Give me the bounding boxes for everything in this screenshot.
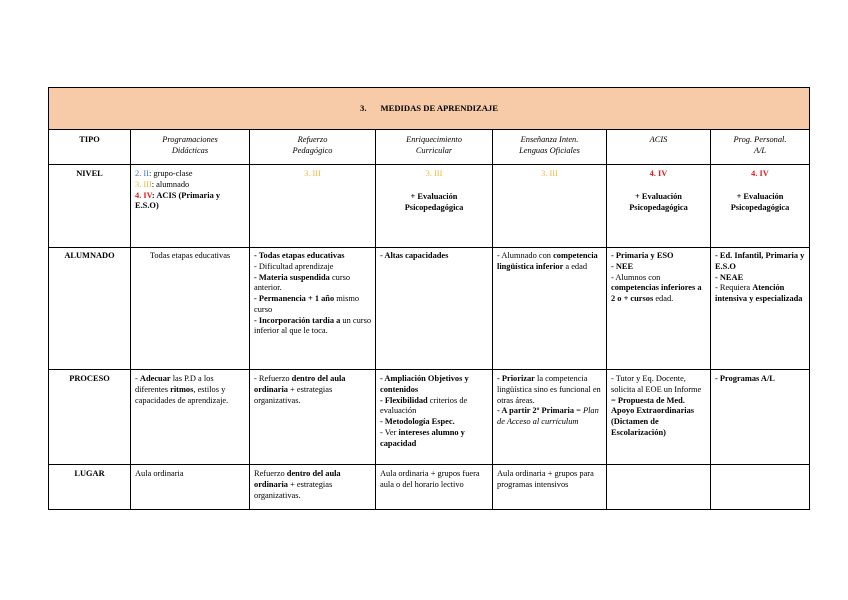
lugar-ensenanza: Aula ordinaria + grupos para programas intensivos [493,465,607,510]
alumnado-refuerzo: - Todas etapas educativas - Dificultad aprendizaje - Materia suspendida curso anterior. - Permanencia + 1 año mismo curso - Incorporación tardía a un curso inferior al que le toca. [250,248,376,370]
table-title [49,88,810,130]
proceso-row [49,370,810,465]
proceso-refuerzo: - Refuerzo dentro del aula ordinaria + estrategias organizativas. [250,370,376,465]
row-label-alumnado: ALUMNADO [49,248,131,370]
header-ensenanza: Enseñanza Inten. Lenguas Oficiales [493,130,607,165]
proceso-enriquecimiento: - Ampliación Objetivos y contenidos - Flexibilidad criterios de evaluación - Metodología Espec. - Ver intereses alumno y capacidad [376,370,493,465]
header-acis: ACIS [607,130,711,165]
header-row [49,130,810,165]
proceso-programaciones: - Adecuar las P.D a los diferentes ritmos, estilos y capacidades de aprendizaje. [131,370,250,465]
header-tipo: TIPO [49,130,131,165]
alumnado-prog-personal: - Ed. Infantil, Primaria y E.S.O - NEAE - Requiera Atención intensiva y especializada [711,248,810,370]
row-label-nivel: NIVEL [49,165,131,248]
nivel-programaciones: 2. II: grupo-clase 3. III: alumnado 4. IV: ACIS (Primaria y E.S.O) [131,165,250,248]
proceso-prog-personal: - Programas A/L [711,370,810,465]
row-label-proceso: PROCESO [49,370,131,465]
header-enriquecimiento: Enriquecimiento Curricular [376,130,493,165]
nivel-row [49,165,810,248]
title-text: MEDIDAS DE APRENDIZAJE [380,103,498,113]
header-programaciones: Programaciones Didácticas [131,130,250,165]
header-refuerzo: Refuerzo Pedagógico [250,130,376,165]
proceso-ensenanza: - Priorizar la competencia lingüística sino es funcional en otras áreas. - A partir 2º Primaria = Plan de Acceso al curriculum [493,370,607,465]
lugar-programaciones: Aula ordinaria [131,465,250,510]
title-row [49,88,810,130]
nivel-ensenanza: 3. III [493,165,607,248]
nivel-prog-personal: 4. IV + Evaluación Psicopedagógica [711,165,810,248]
lugar-refuerzo: Refuerzo dentro del aula ordinaria + estrategias organizativas. [250,465,376,510]
lugar-acis [607,465,711,510]
header-prog-personal: Prog. Personal. A/L [711,130,810,165]
lugar-row [49,465,810,510]
lugar-enriquecimiento: Aula ordinaria + grupos fuera aula o del horario lectivo [376,465,493,510]
nivel-acis: 4. IV + Evaluación Psicopedagógica [607,165,711,248]
alumnado-acis: - Primaria y ESO - NEE - Alumnos con competencias inferiores a 2 o + cursos edad. [607,248,711,370]
measures-table [48,87,810,510]
nivel-enriquecimiento: 3. III + Evaluación Psicopedagógica [376,165,493,248]
proceso-acis: - Tutor y Eq. Docente, solicita al EOE un Informe = Propuesta de Med. Apoyo Extraordinarias (Dictamen de Escolarización) [607,370,711,465]
alumnado-row [49,248,810,370]
nivel-refuerzo: 3. III [250,165,376,248]
row-label-lugar: LUGAR [49,465,131,510]
lugar-prog-personal [711,465,810,510]
alumnado-ensenanza: - Alumnado con competencia lingüística inferior a edad [493,248,607,370]
alumnado-programaciones: Todas etapas educativas [131,248,250,370]
alumnado-enriquecimiento: - Altas capacidades [376,248,493,370]
title-number: 3. [360,103,367,113]
